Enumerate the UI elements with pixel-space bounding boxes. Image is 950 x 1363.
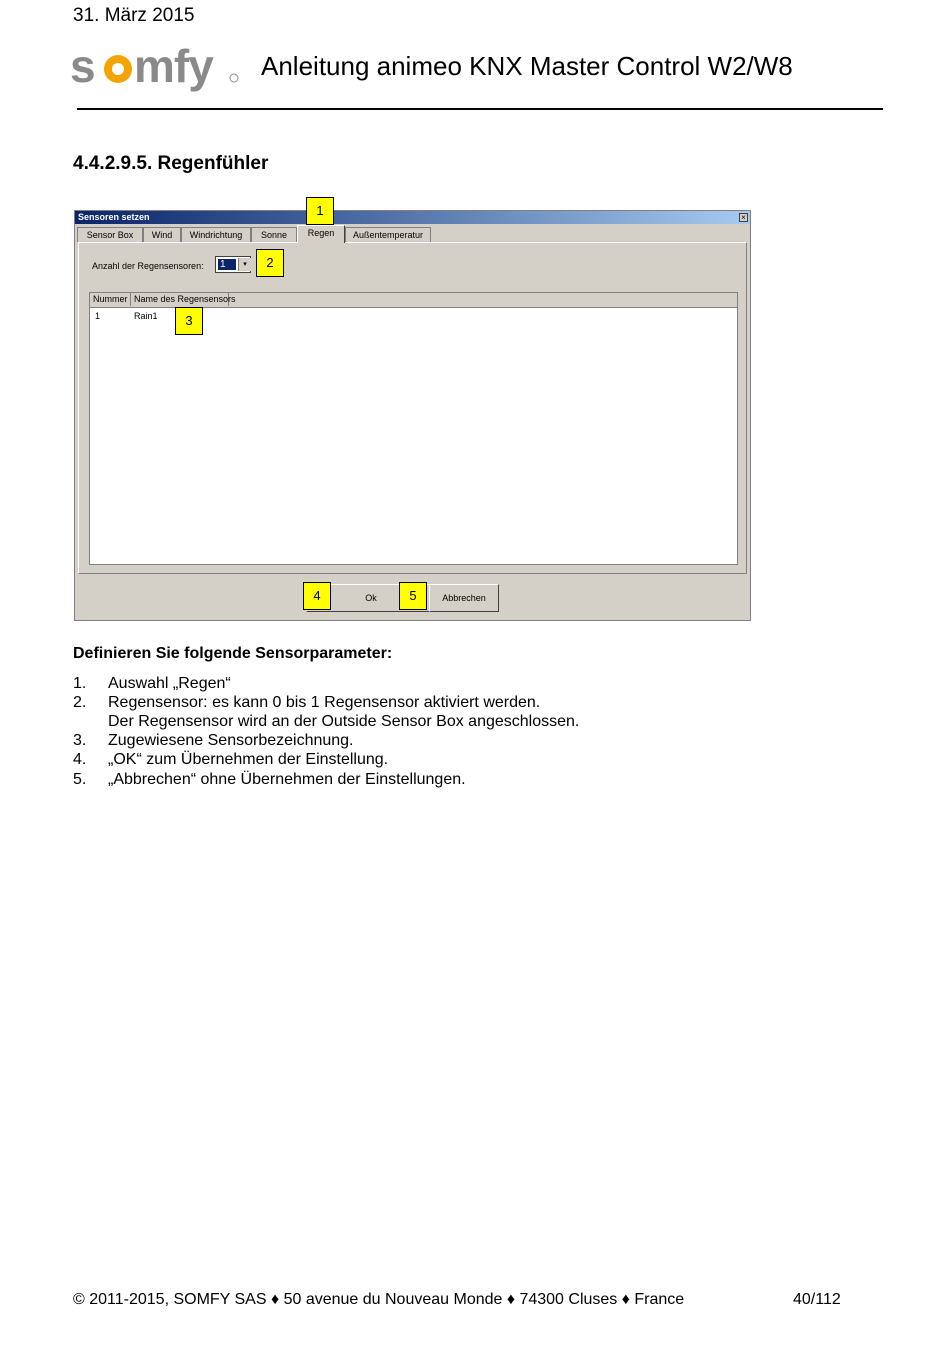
list-item-number: 1. — [73, 675, 87, 692]
cancel-button[interactable]: Abbrechen — [429, 584, 499, 612]
section-heading: 4.4.2.9.5. Regenfühler — [73, 153, 269, 174]
close-button[interactable]: × — [739, 213, 748, 222]
sensor-count-value: 1 — [218, 259, 236, 270]
tab-windrichtung[interactable]: Windrichtung — [181, 227, 251, 242]
ok-button[interactable]: Ok — [306, 584, 436, 612]
list-item-number: 2. — [73, 694, 87, 711]
list-item-number: 5. — [73, 771, 87, 788]
callout-3: 3 — [175, 307, 203, 335]
tab-regen[interactable]: Regen — [297, 225, 345, 243]
list-item-text: Auswahl „Regen“ — [108, 675, 231, 692]
column-header-number[interactable]: Nummer — [90, 293, 131, 306]
list-item-text: Regensensor: es kann 0 bis 1 Regensensor aktiviert werden. — [108, 694, 541, 711]
svg-text:mfy: mfy — [134, 42, 213, 92]
column-header-name[interactable]: Name des Regensensors — [131, 293, 229, 306]
chevron-down-icon[interactable]: ▾ — [238, 258, 251, 271]
list-item-text: „Abbrechen“ ohne Übernehmen der Einstellungen. — [108, 771, 466, 788]
description-heading: Definieren Sie folgende Sensorparameter: — [73, 645, 393, 662]
tab-sensor-box[interactable]: Sensor Box — [77, 227, 143, 242]
footer-address: © 2011-2015, SOMFY SAS ♦ 50 avenue du Nouveau Monde ♦ 74300 Cluses ♦ France — [73, 1291, 685, 1308]
callout-2: 2 — [256, 249, 284, 277]
dialog-title: Sensoren setzen — [78, 212, 150, 222]
tab-wind[interactable]: Wind — [143, 227, 181, 242]
list-item-text: „OK“ zum Übernehmen der Einstellung. — [108, 751, 389, 768]
sensor-dialog — [74, 210, 751, 621]
header-divider — [77, 108, 883, 110]
callout-4: 4 — [303, 582, 331, 610]
list-item-text: Zugewiesene Sensorbezeichnung. — [108, 732, 354, 749]
list-item-number: 4. — [73, 751, 87, 768]
list-header — [90, 293, 737, 308]
sensor-count-label: Anzahl der Regensensoren: — [92, 261, 204, 271]
list-item-text: Der Regensensor wird an der Outside Sensor Box angeschlossen. — [108, 713, 580, 730]
tab-sonne[interactable]: Sonne — [251, 227, 297, 242]
header-date: 31. März 2015 — [73, 5, 195, 26]
row-name: Rain1 — [134, 311, 158, 321]
dialog-titlebar — [75, 211, 750, 224]
somfy-logo — [68, 42, 240, 92]
callout-1: 1 — [306, 197, 334, 225]
tab-aussentemperatur[interactable]: Außentemperatur — [345, 227, 431, 242]
callout-5: 5 — [399, 582, 427, 610]
document-title: Anleitung animeo KNX Master Control W2/W8 — [261, 51, 793, 81]
svg-text:s: s — [70, 42, 95, 92]
list-item-number: 3. — [73, 732, 87, 749]
sensor-count-select[interactable] — [215, 256, 251, 273]
page-number: 40/112 — [793, 1291, 841, 1308]
row-number: 1 — [95, 311, 101, 321]
